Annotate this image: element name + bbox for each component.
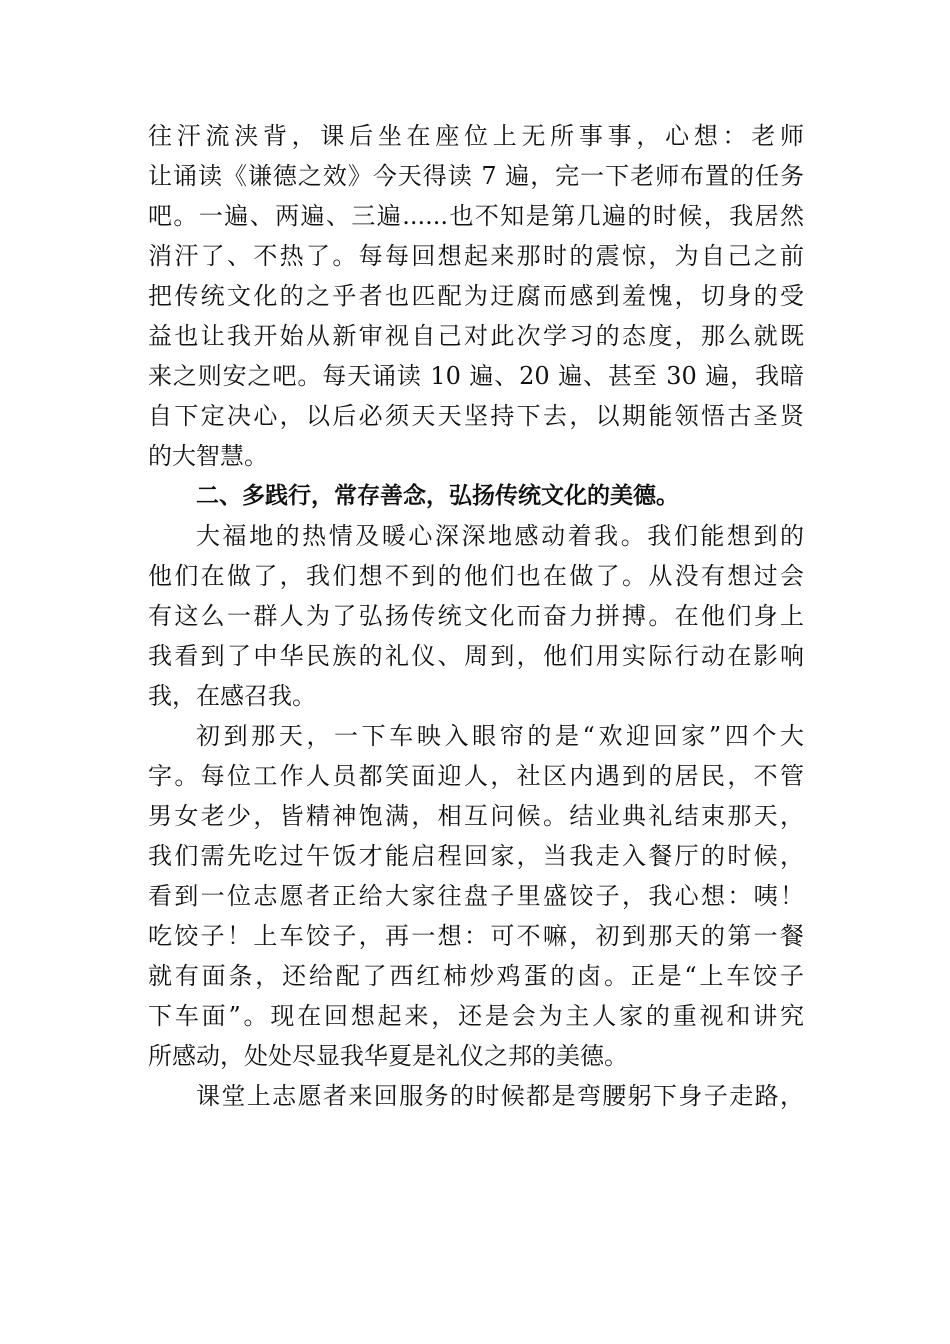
text-line: 字。每位工作人员都笑面迎人，社区内遇到的居民，不管: [148, 762, 804, 790]
document-body: [148, 116, 804, 1116]
text-line: 的大智慧。: [148, 442, 268, 470]
section-heading: 二、多践行，常存善念，弘扬传统文化的美德。: [196, 483, 679, 509]
text-line: 大福地的热情及暖心深深地感动着我。我们能想到的: [196, 522, 804, 550]
text-line: 把传统文化的之乎者也匹配为迂腐而感到羞愧，切身的受: [148, 282, 804, 310]
text-line: 让诵读《谦德之效》今天得读 7 遍，完一下老师布置的任务: [148, 162, 804, 190]
text-line: 消汗了、不热了。每每回想起来那时的震惊，为自己之前: [148, 242, 804, 270]
text-line: 下车面”。现在回想起来，还是会为主人家的重视和讲究: [148, 1002, 804, 1030]
text-line: 我看到了中华民族的礼仪、周到，他们用实际行动在影响: [148, 642, 804, 670]
text-line: 我，在感召我。: [148, 682, 316, 710]
text-line: 就有面条，还给配了西红柿炒鸡蛋的卤。正是“上车饺子: [148, 962, 804, 990]
text-line: 吃饺子！上车饺子，再一想：可不嘛，初到那天的第一餐: [148, 922, 804, 950]
text-line: 来之则安之吧。每天诵读 10 遍、20 遍、甚至 30 遍，我暗: [148, 362, 804, 390]
text-line: 往汗流浃背，课后坐在座位上无所事事，心想：老师: [148, 122, 804, 150]
text-line: 男女老少，皆精神饱满，相互问候。结业典礼结束那天，: [148, 802, 804, 830]
text-line: 自下定决心，以后必须天天坚持下去，以期能领悟古圣贤: [148, 402, 804, 430]
text-line: 所感动，处处尽显我华夏是礼仪之邦的美德。: [148, 1042, 628, 1070]
text-line: 看到一位志愿者正给大家往盘子里盛饺子，我心想：咦！: [148, 882, 804, 910]
text-line: 课堂上志愿者来回服务的时候都是弯腰躬下身子走路，: [196, 1082, 804, 1110]
text-line: 我们需先吃过午饭才能启程回家，当我走入餐厅的时候，: [148, 842, 804, 870]
text-line: 初到那天，一下车映入眼帘的是“欢迎回家”四个大: [196, 722, 804, 750]
text-line: 他们在做了，我们想不到的他们也在做了。从没有想过会: [148, 562, 804, 590]
text-line: 吧。一遍、两遍、三遍......也不知是第几遍的时候，我居然: [148, 202, 804, 230]
text-line: 益也让我开始从新审视自己对此次学习的态度，那么就既: [148, 322, 804, 350]
text-line: 有这么一群人为了弘扬传统文化而奋力拼搏。在他们身上: [148, 602, 804, 630]
